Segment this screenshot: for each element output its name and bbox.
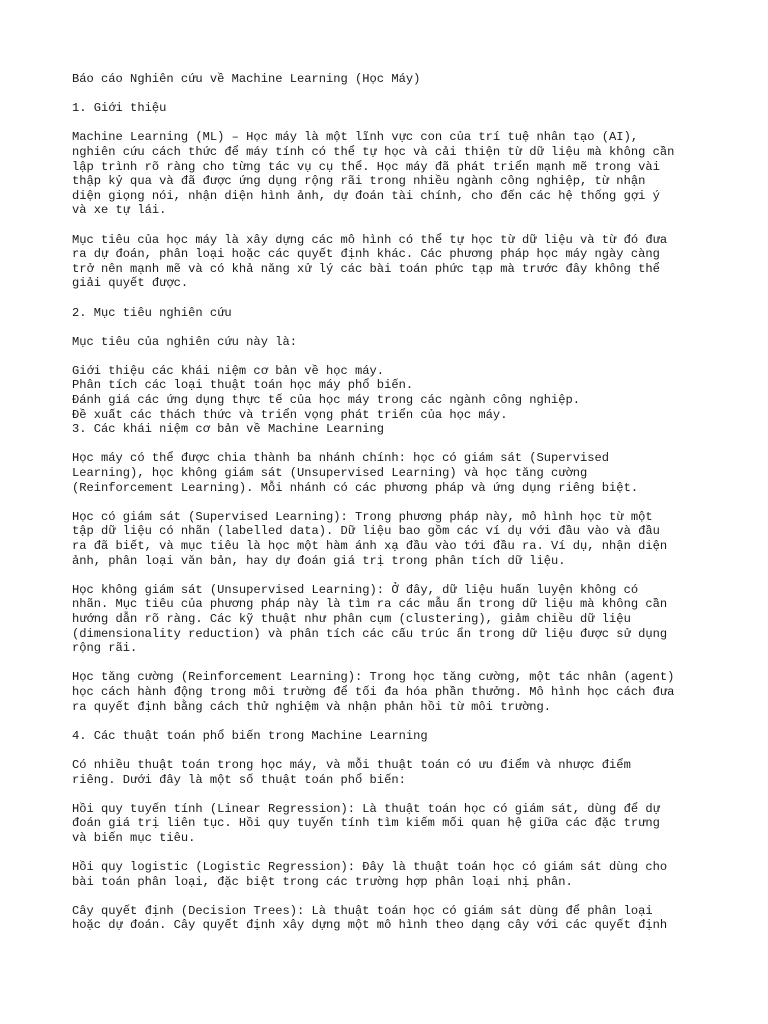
paragraph-unsupervised-learning <box>72 583 702 656</box>
section-heading-introduction: 1. Giới thiệu <box>72 101 167 116</box>
text-line: Hồi quy tuyến tính (Linear Regression): Là thuật toán học có giám sát, dùng để dự <box>72 801 660 816</box>
text-line: Học tăng cường (Reinforcement Learning): Trong học tăng cường, một tác nhân (agent) <box>72 670 675 685</box>
text-line: Học có giám sát (Supervised Learning): Trong phương pháp này, mô hình học từ một <box>72 509 653 524</box>
text-line: và xe tự lái. <box>72 203 167 218</box>
text-line: Học máy có thể được chia thành ba nhánh chính: học có giám sát (Supervised <box>72 451 610 466</box>
spacer <box>72 743 702 758</box>
paragraph-linear-regression <box>72 802 702 846</box>
goals-list <box>72 364 702 422</box>
text-line: Hồi quy logistic (Logistic Regression): Đây là thuật toán học có giám sát dùng cho <box>72 860 668 875</box>
paragraph-three-branches <box>72 451 702 495</box>
text-line: Học không giám sát (Unsupervised Learning): Ở đây, dữ liệu huấn luyện không có <box>72 582 639 597</box>
spacer <box>72 656 702 671</box>
section-heading-basic-concepts: 3. Các khái niệm cơ bản về Machine Learning <box>72 422 385 437</box>
list-item: Đánh giá các ứng dụng thực tế của học máy trong các ngành công nghiệp. <box>72 393 581 408</box>
text-line: đoán giá trị liên tục. Hồi quy tuyến tính tìm kiếm mối quan hệ giữa các đặc trưng <box>72 816 660 831</box>
text-line: Mục tiêu của học máy là xây dựng các mô hình có thể tự học từ dữ liệu và từ đó đưa <box>72 232 668 247</box>
text-line: lập trình rõ ràng cho từng tác vụ cụ thể. Học máy đã phát triển mạnh mẽ trong vài <box>72 159 660 174</box>
spacer <box>72 787 702 802</box>
text-line: và biến mục tiêu. <box>72 830 196 845</box>
spacer <box>72 116 702 131</box>
paragraph-ml-definition <box>72 130 702 218</box>
spacer <box>72 87 702 102</box>
text-line: Mục tiêu của nghiên cứu này là: <box>72 334 297 349</box>
text-line: giải quyết được. <box>72 276 189 291</box>
text-line: nhãn. Mục tiêu của phương pháp này là tìm ra các mẫu ẩn trong dữ liệu mà không cần <box>72 597 668 612</box>
text-line: Có nhiều thuật toán trong học máy, và mỗi thuật toán có ưu điểm và nhược điểm <box>72 757 631 772</box>
spacer <box>72 889 702 904</box>
spacer <box>72 568 702 583</box>
text-line: hoặc dự đoán. Cây quyết định xây dựng một mô hình theo dạng cây với các quyết định <box>72 918 668 933</box>
section-heading-algorithms: 4. Các thuật toán phổ biến trong Machine Learning <box>72 728 428 743</box>
text-line: Cây quyết định (Decision Trees): Là thuật toán học có giám sát dùng để phân loại <box>72 903 653 918</box>
text-line: (dimensionality reduction) và phân tích các cấu trúc ẩn trong dữ liệu được sử dụng <box>72 626 668 641</box>
text-line: học cách hành động trong môi trường để tối đa hóa phần thưởng. Mô hình học cách đưa <box>72 684 675 699</box>
text-line: diện giọng nói, nhận diện hình ảnh, dự đoán tài chính, cho đến các hệ thống gợi ý <box>72 188 660 203</box>
text-line: ảnh, phân loại văn bản, hay dự đoán giá trị trong phân tích dữ liệu. <box>72 553 566 568</box>
text-line: Learning), học không giám sát (Unsupervised Learning) và học tăng cường <box>72 466 588 481</box>
list-item: Đề xuất các thách thức và triển vọng phát triển của học máy. <box>72 407 508 422</box>
list-item: Phân tích các loại thuật toán học máy phổ biến. <box>72 378 414 393</box>
paragraph-algorithms-intro <box>72 758 702 787</box>
text-line: ra đã biết, và mục tiêu là học một hàm ánh xạ đầu vào tới đầu ra. Ví dụ, nhận diện <box>72 539 668 553</box>
spacer <box>72 349 702 364</box>
text-line: trở nên mạnh mẽ và có khả năng xử lý các bài toán phức tạp mà trước đây không thể <box>72 261 660 276</box>
spacer <box>72 291 702 306</box>
spacer <box>72 218 702 233</box>
spacer <box>72 437 702 452</box>
text-line: riêng. Dưới đây là một số thuật toán phổ biến: <box>72 772 406 787</box>
text-line: hướng dẫn rõ ràng. Các kỹ thuật như phân cụm (clustering), giảm chiều dữ liệu <box>72 611 631 626</box>
document-title: Báo cáo Nghiên cứu về Machine Learning (Học Máy) <box>72 72 421 86</box>
text-line: bài toán phân loại, đặc biệt trong các trường hợp phân loại nhị phân. <box>72 874 573 889</box>
text-line: rộng rãi. <box>72 641 138 656</box>
text-line: (Reinforcement Learning). Mỗi nhánh có các phương pháp và ứng dụng riêng biệt. <box>72 480 639 495</box>
paragraph-goals-intro <box>72 335 702 350</box>
text-line: Machine Learning (ML) – Học máy là một lĩnh vực con của trí tuệ nhân tạo (AI), <box>72 130 639 145</box>
text-line: tập dữ liệu có nhãn (labelled data). Dữ liệu bao gồm các ví dụ với đầu vào và đầu <box>72 524 660 539</box>
text-line: nghiên cứu cách thức để máy tính có thể tự học và cải thiện từ dữ liệu mà không cần <box>72 144 675 159</box>
spacer <box>72 845 702 860</box>
list-item: Giới thiệu các khái niệm cơ bản về học máy. <box>72 363 385 378</box>
paragraph-reinforcement-learning <box>72 670 702 714</box>
paragraph-logistic-regression <box>72 860 702 889</box>
paragraph-supervised-learning <box>72 510 702 568</box>
text-line: ra quyết định bằng cách thử nghiệm và nhận phản hồi từ môi trường. <box>72 699 551 714</box>
section-heading-research-goals: 2. Mục tiêu nghiên cứu <box>72 305 232 320</box>
spacer <box>72 714 702 729</box>
text-line: ra dự đoán, phân loại hoặc các quyết định khác. Các phương pháp học máy ngày càng <box>72 247 660 262</box>
text-line: thập kỷ qua và đã được ứng dụng rộng rãi trong nhiều ngành công nghiệp, từ nhận <box>72 174 646 189</box>
paragraph-decision-trees <box>72 904 702 933</box>
spacer <box>72 495 702 510</box>
document-page <box>72 72 702 933</box>
spacer <box>72 320 702 335</box>
paragraph-ml-goal <box>72 233 702 291</box>
